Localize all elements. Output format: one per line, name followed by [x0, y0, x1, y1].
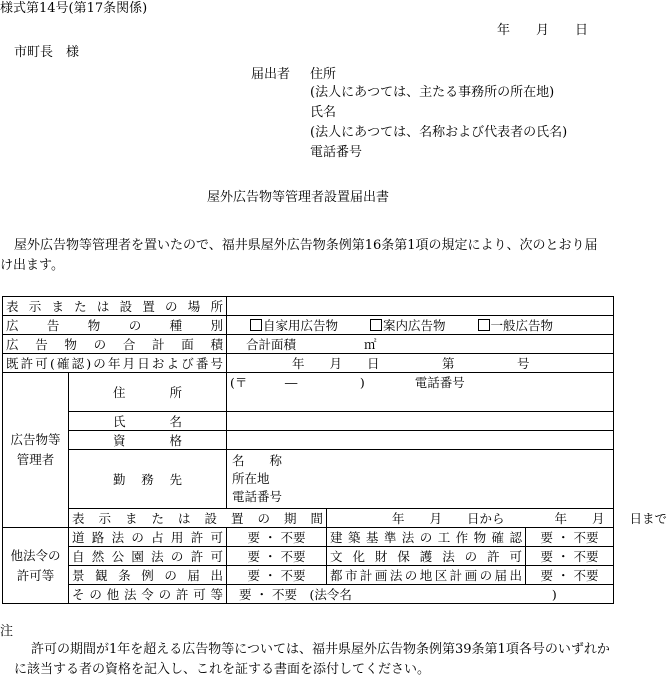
- location-label: 表示または設置の場所: [3, 297, 227, 316]
- table-row: [3, 335, 614, 354]
- cultural-law-label: 文化財保護法の許可: [327, 547, 526, 566]
- addressee: 市町長 様: [14, 45, 80, 60]
- type-option-guide[interactable]: 案内広告物: [370, 318, 446, 333]
- manager-qualification-field[interactable]: [227, 431, 614, 450]
- notifier-address-note: (法人にあつては、主たる事務所の所在地): [310, 85, 555, 100]
- table-row: [3, 547, 614, 566]
- area-value-label: 合計面積: [246, 336, 297, 352]
- form-number: 様式第14号(第17条関係): [0, 1, 148, 16]
- manager-qualification-label: 資格: [69, 431, 227, 450]
- area-label: 広告物の合計面積: [3, 335, 227, 354]
- period-field[interactable]: 年 月 日から 年 月 日まで: [327, 509, 614, 528]
- area-field[interactable]: [227, 335, 614, 354]
- note-text: 許可の期間が1年を超える広告物等については、福井県屋外広告物条例第39条第1項各号のいずれかに該当する者の資格を記入し、これを証する書面を添付してください。: [14, 642, 610, 677]
- type-label: 広告物の種別: [3, 316, 227, 335]
- document-title: 屋外広告物等管理者設置届出書: [207, 190, 390, 205]
- manager-name-field[interactable]: [227, 412, 614, 431]
- road-law-label: 道路法の占用許可: [69, 528, 227, 547]
- manager-name-label: 氏名: [69, 412, 227, 431]
- building-law-label: 建築基準法の工作物確認: [327, 528, 526, 547]
- city-planning-label: 都市計画法の地区計画の届出: [327, 566, 526, 585]
- table-row: [3, 297, 614, 316]
- table-row: [3, 354, 614, 373]
- table-row: [3, 528, 614, 547]
- table-row: [3, 412, 614, 431]
- checkbox-icon: [250, 319, 262, 331]
- notifier-address-label: 住所: [310, 67, 337, 82]
- notifier-name-label: 氏名: [310, 105, 337, 120]
- manager-address-field[interactable]: (〒 ― ) 電話番号: [227, 373, 614, 412]
- notifier-name-note: (法人にあつては、名称および代表者の氏名): [310, 125, 568, 140]
- type-option-private[interactable]: 自家用広告物: [250, 318, 338, 333]
- manager-workplace-field[interactable]: 名 称 所在地 電話番号: [227, 450, 614, 509]
- date-line: 年 月 日: [497, 23, 589, 38]
- permit-field[interactable]: 年 月 日 第 号: [227, 354, 614, 373]
- notification-table: [2, 296, 667, 604]
- city-planning-value[interactable]: 要 ・ 不要: [526, 566, 614, 585]
- notifier-phone-label: 電話番号: [310, 145, 363, 160]
- period-label: 表示または設置の期間: [69, 509, 327, 528]
- table-row: [3, 585, 614, 604]
- location-field[interactable]: [227, 297, 614, 316]
- park-law-value[interactable]: 要 ・ 不要: [227, 547, 327, 566]
- manager-label: 広告物等管理者: [3, 373, 69, 528]
- note-label: 注: [0, 624, 14, 639]
- permit-label: 既許可(確認)の年月日および番号: [3, 354, 227, 373]
- intro-text: 屋外広告物等管理者を置いたので、福井県屋外広告物条例第16条第1項の規定により、次のとおり届け出ます。: [0, 238, 598, 273]
- table-row: [3, 509, 614, 528]
- landscape-value[interactable]: 要 ・ 不要: [227, 566, 327, 585]
- manager-workplace-label: 勤務先: [69, 450, 227, 509]
- notifier-label: 届出者: [251, 67, 291, 82]
- checkbox-icon: [478, 319, 490, 331]
- table-row: [3, 566, 614, 585]
- table-row: [3, 450, 614, 509]
- landscape-label: 景観条例の届出: [69, 566, 227, 585]
- area-unit: ㎡: [364, 336, 377, 352]
- other-laws-label: 他法令の許可等: [3, 528, 69, 604]
- table-row: [3, 373, 614, 412]
- road-law-value[interactable]: 要 ・ 不要: [227, 528, 327, 547]
- other-permit-field[interactable]: 要 ・ 不要 (法令名 ): [227, 585, 614, 604]
- park-law-label: 自然公園法の許可: [69, 547, 227, 566]
- table-row: [3, 431, 614, 450]
- manager-address-label: 住所: [69, 373, 227, 412]
- table-row: [3, 316, 614, 335]
- type-options: [227, 316, 614, 335]
- building-law-value[interactable]: 要 ・ 不要: [526, 528, 614, 547]
- checkbox-icon: [370, 319, 382, 331]
- cultural-law-value[interactable]: 要 ・ 不要: [526, 547, 614, 566]
- other-permit-label: その他法令の許可等: [69, 585, 227, 604]
- type-option-general[interactable]: 一般広告物: [478, 318, 554, 333]
